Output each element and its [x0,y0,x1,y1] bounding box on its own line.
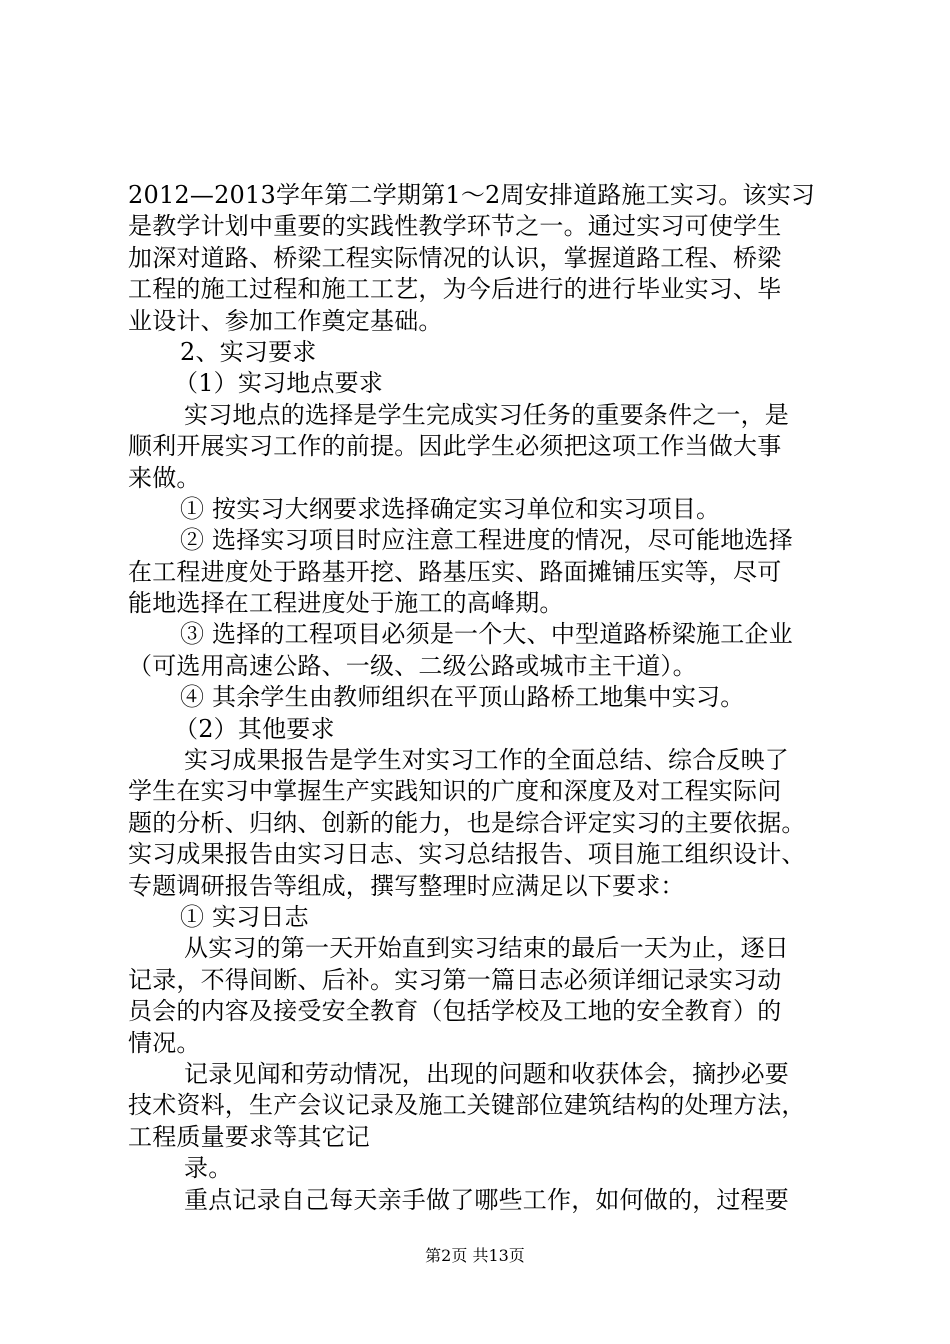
text-line: 学生在实习中掌握生产实践知识的广度和深度及对工程实际问 [128,777,782,806]
text-line: 专题调研报告等组成，撰写整理时应满足以下要求： [128,871,685,900]
page-footer: 第2页 共13页 [425,1246,525,1265]
text-line: ② 选择实习项目时应注意工程进度的情况，尽可能地选择 [180,526,793,555]
text-line: 记录，不得间断、后补。实习第一篇日志必须详细记录实习动 [128,965,782,994]
text-line: ③ 选择的工程项目必须是一个大、中型道路桥梁施工企业 [180,620,793,649]
text-line: 员会的内容及接受安全教育（包括学校及工地的安全教育）的 [128,997,782,1026]
text-line: 加深对道路、桥梁工程实际情况的认识，掌握道路工程、桥梁 [128,243,782,272]
text-line: 情况。 [128,1028,201,1057]
text-line: 录。 [184,1154,233,1183]
text-line: 在工程进度处于路基开挖、路基压实、路面摊铺压实等，尽可 [128,557,782,586]
text-line: （可选用高速公路、一级、二级公路或城市主干道）。 [128,651,697,680]
text-line: 记录见闻和劳动情况，出现的问题和收获体会，摘抄必要 [184,1059,789,1088]
text-line: ① 按实习大纲要求选择确定实习单位和实习项目。 [180,494,721,523]
text-line: 2012—2013学年第二学期第1～2周安排道路施工实习。该实习 [128,181,816,209]
text-line: 技术资料，生产会议记录及施工关键部位建筑结构的处理方法， [128,1091,806,1120]
text-line: 能地选择在工程进度处于施工的高峰期。 [128,589,564,618]
text-line: ④ 其余学生由教师组织在平顶山路桥工地集中实习。 [180,683,745,712]
text-line: 工程的施工过程和施工工艺，为今后进行的进行毕业实习、毕 [128,275,782,304]
text-line: 是教学计划中重要的实践性教学环节之一。通过实习可使学生 [128,212,782,241]
text-line: 从实习的第一天开始直到实习结束的最后一天为止，逐日 [184,934,789,963]
text-line: 实习成果报告是学生对实习工作的全面总结、综合反映了 [184,746,789,775]
text-line: 重点记录自己每天亲手做了哪些工作，如何做的，过程要 [184,1185,789,1214]
document-body [128,180,828,1216]
text-line: 实习成果报告由实习日志、实习总结报告、项目施工组织设计、 [128,840,806,869]
text-line: （2）其他要求 [174,714,335,743]
text-line: 业设计、参加工作奠定基础。 [128,306,443,335]
text-line: 题的分析、归纳、创新的能力，也是综合评定实习的主要依据。 [128,808,806,837]
text-line: 顺利开展实习工作的前提。因此学生必须把这项工作当做大事 [128,432,782,461]
text-line: 实习地点的选择是学生完成实习任务的重要条件之一，是 [184,400,789,429]
text-line: 2、实习要求 [180,337,317,366]
text-line: 工程质量要求等其它记 [128,1122,370,1151]
text-line: 来做。 [128,463,201,492]
text-line: ① 实习日志 [180,902,309,931]
text-line: （1）实习地点要求 [174,369,384,398]
